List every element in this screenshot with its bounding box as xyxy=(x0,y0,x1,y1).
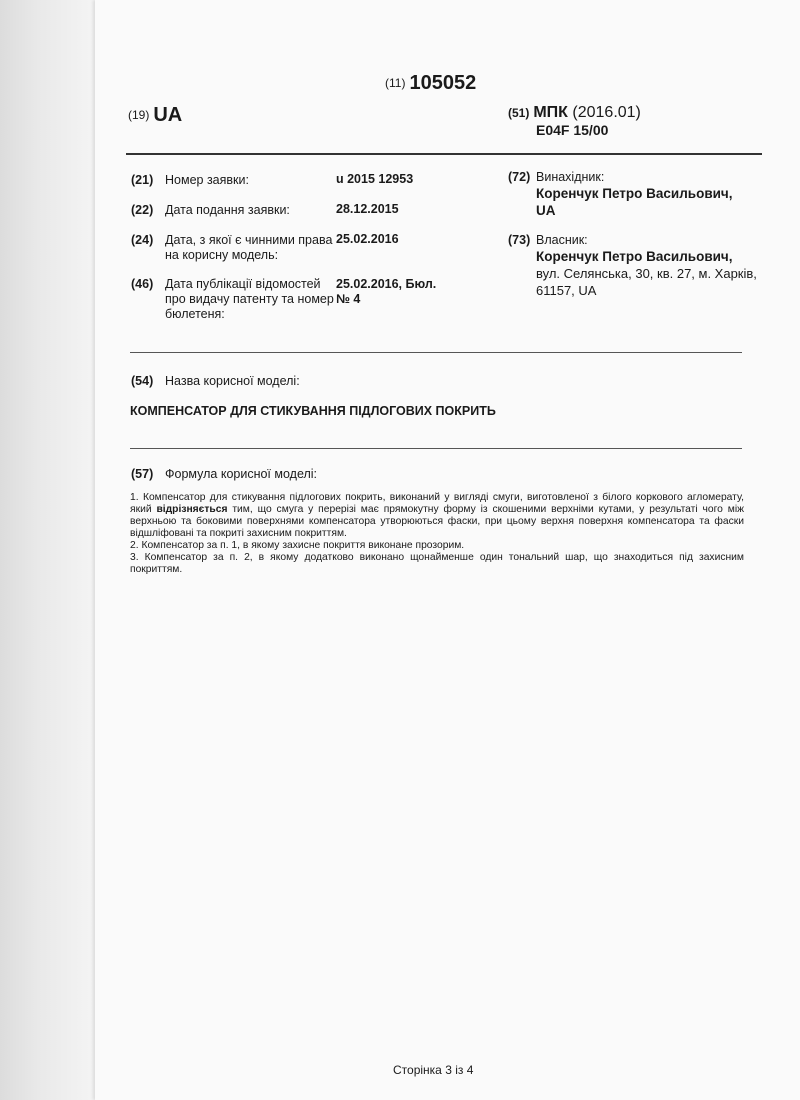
field-label-effective-date: Дата, з якої є чинними права на корисну модель: xyxy=(165,233,333,262)
field-code-22: (22) xyxy=(131,203,154,217)
inid-code-19: (19) xyxy=(128,108,150,122)
field-label-publication-date: Дата публікації відомостей про видачу патенту та номер бюлетеня: xyxy=(165,277,334,321)
inventor-block xyxy=(536,170,766,219)
ipc-version: (2016.01) xyxy=(572,104,641,121)
field-code-73: (73) xyxy=(508,233,531,247)
field-code-46: (46) xyxy=(131,277,154,291)
utility-model-title: КОМПЕНСАТОР ДЛЯ СТИКУВАННЯ ПІДЛОГОВИХ ПОКРИТЬ xyxy=(130,404,496,418)
ipc-label: МПК xyxy=(533,104,568,121)
field-label-filing-date: Дата подання заявки: xyxy=(165,203,290,217)
inid-code-11: (11) xyxy=(385,76,406,90)
field-label-application-number: Номер заявки: xyxy=(165,173,249,187)
field-code-21: (21) xyxy=(131,173,154,187)
patent-number xyxy=(385,72,476,95)
header-divider xyxy=(126,153,762,155)
divider-fields xyxy=(130,352,742,353)
country-value: UA xyxy=(153,104,183,126)
claim-2: 2. Компенсатор за п. 1, в якому захисне покриття виконане прозорим. xyxy=(130,540,465,551)
owner-name: Коренчук Петро Васильович, xyxy=(536,249,733,264)
owner-address: вул. Селянська, 30, кв. 27, м. Харків, 61157, UA xyxy=(536,266,757,298)
field-code-57: (57) xyxy=(131,467,154,481)
patent-number-value: 105052 xyxy=(409,72,477,94)
field-value-publication-date: 25.02.2016, Бюл. № 4 xyxy=(336,277,437,306)
inventor-label: Винахідник: xyxy=(536,170,605,184)
claims-section-label: Формула корисної моделі: xyxy=(165,467,318,481)
claim-1-start: 1. Компенсатор для стикування підлогових покрить, виконаний у вигляді смуги, виготовленої з білого коркового агломерату, який xyxy=(130,492,744,515)
claims-text xyxy=(130,492,744,576)
claim-3: 3. Компенсатор за п. 2, в якому додатково виконано щонайменше один тональний шар, що знаходиться під захисним покриттям. xyxy=(130,552,744,575)
field-value-effective-date: 25.02.2016 xyxy=(336,232,399,246)
claim-1 xyxy=(130,492,744,540)
claim-1-end: тим, що смуга у перерізі має прямокутну форму із скошеними верхніми кутами, у результаті чого між верхньою та боковими поверхнями компенсатора утворюються фаски, при цьому верхня поверхня компенсатора та фаски відшліфовані та покриті захисним покриттям. xyxy=(130,504,744,539)
field-value-filing-date: 28.12.2015 xyxy=(336,202,399,216)
owner-block xyxy=(536,233,766,299)
ipc-class: E04F 15/00 xyxy=(536,122,609,138)
inventor-country: UA xyxy=(536,203,556,218)
page-footer: Сторінка 3 із 4 xyxy=(393,1063,474,1077)
field-value-application-number: u 2015 12953 xyxy=(336,172,414,186)
claim-1-keyword: відрізняється xyxy=(156,504,228,515)
field-code-24: (24) xyxy=(131,233,154,247)
owner-label: Власник: xyxy=(536,233,588,247)
title-section-label: Назва корисної моделі: xyxy=(165,374,300,388)
inventor-name: Коренчук Петро Васильович, xyxy=(536,186,733,201)
field-code-72: (72) xyxy=(508,170,531,184)
field-code-54: (54) xyxy=(131,374,154,388)
country-code xyxy=(128,104,182,127)
scan-margin xyxy=(0,0,95,1100)
divider-title xyxy=(130,448,742,449)
ipc-header xyxy=(508,104,641,122)
inid-code-51: (51) xyxy=(508,106,530,120)
